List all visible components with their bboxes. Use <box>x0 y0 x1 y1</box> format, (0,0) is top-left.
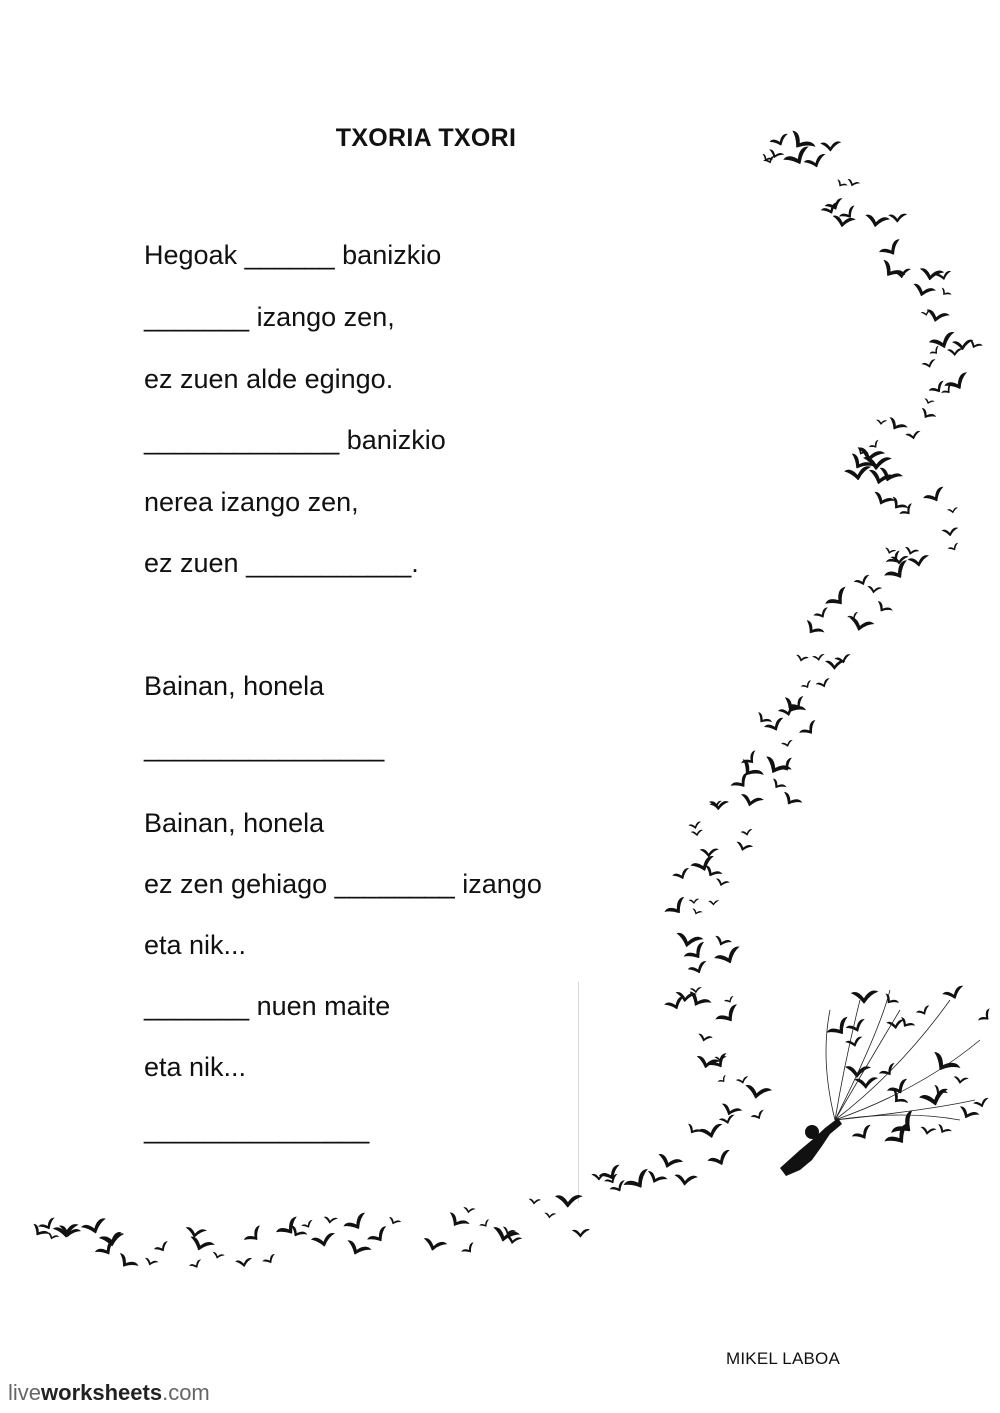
bird-icon <box>736 1076 750 1085</box>
bird-icon <box>738 792 764 809</box>
bird-icon <box>708 900 719 905</box>
bird-icon <box>853 574 872 588</box>
bird-icon <box>885 416 908 435</box>
bird-icon <box>572 1229 590 1238</box>
bird-icon <box>342 1212 370 1235</box>
poem-line-2: _______ izango zen, <box>144 302 395 332</box>
poem-line-1: Hegoak ______ banizkio <box>144 240 442 270</box>
bird-icon <box>707 1149 734 1170</box>
poem-line-8: ________________ <box>144 732 385 762</box>
bird-icon <box>421 1236 447 1254</box>
bird-icon <box>878 238 905 260</box>
flying-figure <box>780 1118 842 1176</box>
poem-line-11: eta nik... <box>144 930 247 960</box>
bird-icon <box>820 141 841 151</box>
poem-line-12: _______ nuen maite <box>144 991 391 1021</box>
bird-icon <box>935 1123 952 1137</box>
bird-icon <box>310 1232 337 1249</box>
bird-icon <box>685 990 712 1012</box>
bird-icon <box>544 1212 557 1219</box>
bird-icon <box>866 585 882 594</box>
bird-icon <box>919 1126 936 1137</box>
bird-icon <box>947 507 959 514</box>
bird-icon <box>713 934 733 949</box>
bird-icon <box>851 1124 875 1144</box>
bird-icon <box>924 308 950 325</box>
bird-icon <box>761 754 793 780</box>
poem-line-4: _____________ banizkio <box>144 425 446 455</box>
bird-icon <box>717 1075 729 1086</box>
bird-icon <box>871 490 896 509</box>
bird-icon <box>905 430 922 440</box>
bird-icon <box>688 821 702 830</box>
bird-icon <box>812 654 826 662</box>
bird-icon <box>939 287 952 299</box>
bird-icon <box>275 1216 303 1241</box>
bird-icon <box>847 616 875 635</box>
bird-icon <box>851 990 879 1003</box>
bird-icon <box>699 848 718 857</box>
bird-icon <box>918 407 936 423</box>
bird-icon <box>928 380 948 397</box>
bird-icon <box>655 1152 683 1172</box>
bird-icon <box>928 1050 961 1079</box>
bird-icon <box>874 600 893 617</box>
worksheet-title: TXORIA TXORI <box>335 124 517 152</box>
bird-icon <box>922 486 948 506</box>
bird-icon <box>750 1109 766 1122</box>
bird-icon <box>80 1218 109 1237</box>
bird-icon <box>884 547 897 556</box>
bird-icon <box>953 1075 969 1085</box>
poem-line-5: nerea izango zen, <box>144 487 359 517</box>
bird-icon <box>714 877 730 888</box>
bird-icon <box>798 719 820 739</box>
bird-icon <box>915 1005 932 1018</box>
bird-icon <box>672 867 692 882</box>
bird-icon <box>845 1018 868 1035</box>
poem-line-3: ez zuen alde egingo. <box>144 364 394 394</box>
poem-line-6: ez zuen ___________. <box>144 548 419 578</box>
bird-icon <box>690 855 718 875</box>
bird-icon <box>780 790 803 810</box>
bird-icon <box>941 527 959 537</box>
bird-icon <box>854 1077 878 1089</box>
bird-icon <box>835 179 848 190</box>
bird-icon <box>115 1252 139 1274</box>
bird-icon <box>898 1016 916 1031</box>
bird-icon <box>907 555 930 568</box>
bird-icon <box>844 1065 871 1079</box>
bird-icon <box>734 840 753 853</box>
bird-icon <box>923 398 935 406</box>
bird-icon <box>795 654 809 664</box>
bird-icon <box>942 985 967 1002</box>
bird-icon <box>366 1225 391 1247</box>
bird-icon <box>143 1257 158 1268</box>
bird-icon <box>929 345 942 357</box>
bird-icon <box>714 1003 743 1028</box>
bird-icon <box>803 153 828 170</box>
bird-icon <box>947 348 963 356</box>
bird-icon <box>184 1226 207 1240</box>
bird-icon <box>479 1219 492 1230</box>
bird-icon <box>888 214 907 223</box>
bird-icon <box>845 1036 865 1049</box>
bird-icon <box>844 466 873 482</box>
bird-icon <box>876 419 888 426</box>
bird-icon <box>782 146 814 170</box>
bird-icon <box>462 1206 475 1214</box>
bird-icon <box>740 750 760 769</box>
bird-icon <box>387 1216 401 1227</box>
bird-icon <box>802 619 825 640</box>
bird-icon <box>301 1219 315 1230</box>
poem-line-14: _______________ <box>144 1114 370 1144</box>
bird-icon <box>781 740 794 749</box>
bird-icon <box>211 1251 225 1260</box>
bird-icon <box>724 996 736 1005</box>
bird-icon <box>911 282 937 300</box>
bird-icon <box>730 772 754 793</box>
bird-icon <box>973 1097 991 1109</box>
bird-icon <box>800 680 813 691</box>
bird-icon <box>663 896 690 920</box>
bird-icon <box>528 1198 541 1205</box>
bird-icon <box>243 1225 266 1247</box>
bird-icon <box>863 213 890 230</box>
bird-icon <box>769 133 791 149</box>
author-credit: MIKEL LABOA <box>726 1349 841 1368</box>
bird-icon <box>824 586 853 612</box>
bird-icon <box>878 1062 899 1079</box>
bird-icon <box>153 1241 171 1255</box>
bird-icon <box>189 1259 204 1271</box>
poem-line-9: Bainan, honela <box>144 808 325 838</box>
bird-icon <box>903 546 919 557</box>
bird-icon <box>831 214 856 229</box>
bird-icon <box>685 1123 703 1138</box>
bird-icon <box>461 1242 478 1257</box>
bird-icon <box>769 777 787 793</box>
bird-icon <box>691 830 704 837</box>
bird-icon <box>445 1211 470 1233</box>
bird-icon <box>343 1238 371 1260</box>
bird-icon <box>846 178 861 189</box>
bird-icon <box>187 1235 215 1255</box>
bird-icon <box>94 1239 120 1260</box>
bird-icon <box>760 153 773 164</box>
site-logo: liveworksheets.com <box>8 1380 210 1405</box>
bird-icon <box>813 607 831 621</box>
bird-icon <box>697 1032 713 1043</box>
bird-icon <box>691 908 703 917</box>
bird-icon <box>554 1194 582 1208</box>
bird-icon <box>740 829 753 837</box>
bird-icon <box>673 1173 698 1187</box>
bird-icon <box>921 359 937 370</box>
bird-icon <box>825 660 846 670</box>
bird-icon <box>977 1008 995 1025</box>
bird-icon <box>235 1258 253 1268</box>
poem-line-10: ez zen gehiago ________ izango <box>144 869 542 899</box>
bird-icon <box>877 258 906 284</box>
bird-icon <box>262 1253 278 1266</box>
bird-icon <box>687 960 709 976</box>
bird-icon <box>947 542 960 553</box>
bird-icon <box>743 1083 772 1102</box>
bird-icon <box>882 992 900 1008</box>
bird-icon <box>323 1216 338 1225</box>
poem-line-7: Bainan, honela <box>144 671 325 701</box>
bird-icon <box>37 1217 58 1233</box>
bird-icon <box>689 899 700 905</box>
bird-icon <box>868 439 881 450</box>
bird-icon <box>815 678 832 690</box>
bird-icon <box>645 1170 668 1188</box>
bird-icon <box>825 1016 854 1041</box>
poem-line-13: eta nik... <box>144 1052 247 1082</box>
bird-icon <box>713 946 744 969</box>
